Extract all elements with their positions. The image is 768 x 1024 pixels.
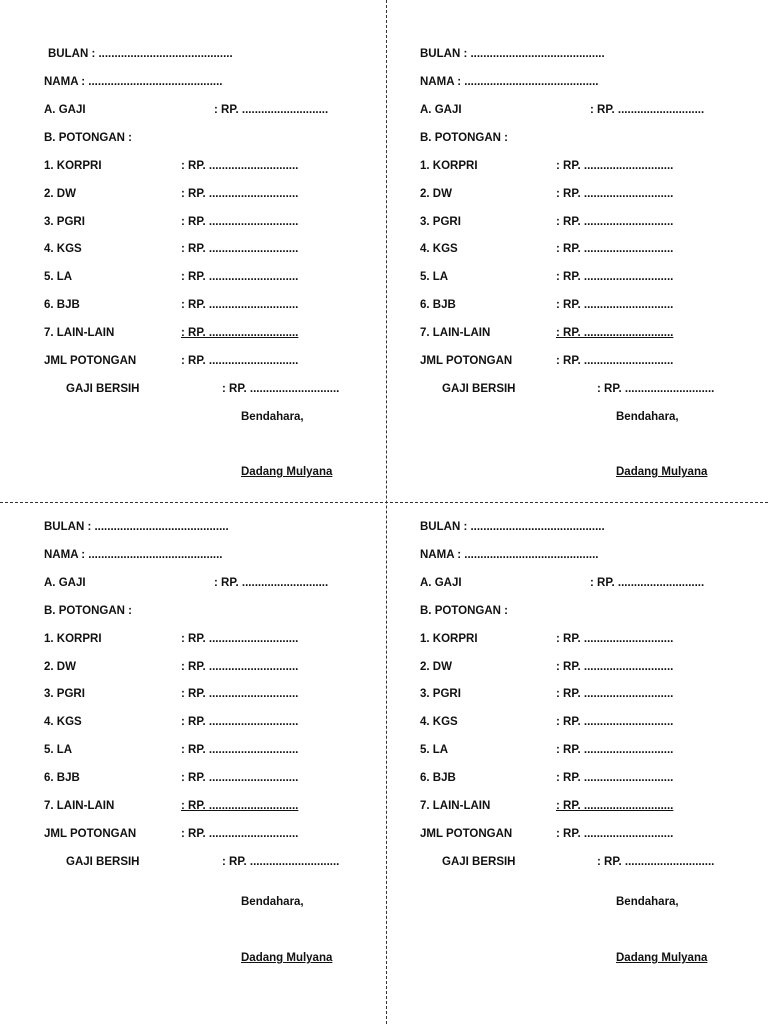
item-label-kgs: 4. KGS <box>44 243 82 255</box>
item-value-lain-lain: : RP. ............................ <box>181 800 299 812</box>
item-label-lain-lain: 7. LAIN-LAIN <box>420 800 491 812</box>
salary-slip <box>0 505 375 995</box>
item-value-bjb: : RP. ............................ <box>556 772 674 784</box>
salary-slip <box>0 0 375 490</box>
item-label-bjb: 6. BJB <box>44 299 80 311</box>
bendahara-label: Bendahara, <box>241 411 304 423</box>
item-label-dw: 2. DW <box>44 188 76 200</box>
item-value-la: : RP. ............................ <box>556 744 674 756</box>
item-value-korpri: : RP. ............................ <box>181 633 299 645</box>
gaji-label: A. GAJI <box>420 104 462 116</box>
item-value-korpri: : RP. ............................ <box>556 633 674 645</box>
jml-potongan-value: : RP. ............................ <box>181 828 299 840</box>
jml-potongan-value: : RP. ............................ <box>556 828 674 840</box>
item-label-korpri: 1. KORPRI <box>420 633 478 645</box>
signer-name: Dadang Mulyana <box>616 466 708 478</box>
gaji-bersih-value: : RP. ............................ <box>597 383 715 395</box>
item-value-pgri: : RP. ............................ <box>181 216 299 228</box>
item-value-la: : RP. ............................ <box>556 271 674 283</box>
bendahara-label: Bendahara, <box>616 896 679 908</box>
item-label-la: 5. LA <box>420 271 449 283</box>
jml-potongan-label: JML POTONGAN <box>44 828 137 840</box>
item-value-bjb: : RP. ............................ <box>181 772 299 784</box>
gaji-label: A. GAJI <box>44 577 86 589</box>
item-value-pgri: : RP. ............................ <box>556 216 674 228</box>
salary-slip <box>388 505 763 995</box>
item-label-la: 5. LA <box>44 744 73 756</box>
item-label-lain-lain: 7. LAIN-LAIN <box>420 327 491 339</box>
item-label-pgri: 3. PGRI <box>44 688 85 700</box>
gaji-bersih-label: GAJI BERSIH <box>66 856 140 868</box>
item-value-kgs: : RP. ............................ <box>556 243 674 255</box>
item-value-lain-lain: : RP. ............................ <box>556 327 674 339</box>
gaji-bersih-label: GAJI BERSIH <box>442 383 516 395</box>
item-label-dw: 2. DW <box>44 661 76 673</box>
gaji-bersih-value: : RP. ............................ <box>597 856 715 868</box>
item-label-la: 5. LA <box>420 744 449 756</box>
item-value-dw: : RP. ............................ <box>556 661 674 673</box>
potongan-heading: B. POTONGAN : <box>420 132 508 144</box>
bulan-field: BULAN : .......................................... <box>44 521 229 533</box>
nama-field: NAMA : .......................................... <box>44 76 223 88</box>
bendahara-label: Bendahara, <box>241 896 304 908</box>
item-label-korpri: 1. KORPRI <box>44 160 102 172</box>
item-label-lain-lain: 7. LAIN-LAIN <box>44 327 115 339</box>
jml-potongan-value: : RP. ............................ <box>181 355 299 367</box>
item-value-bjb: : RP. ............................ <box>556 299 674 311</box>
gaji-bersih-value: : RP. ............................ <box>222 856 340 868</box>
item-value-pgri: : RP. ............................ <box>556 688 674 700</box>
jml-potongan-label: JML POTONGAN <box>420 355 513 367</box>
signer-name: Dadang Mulyana <box>616 952 708 964</box>
item-label-pgri: 3. PGRI <box>44 216 85 228</box>
gaji-value: : RP. ........................... <box>214 104 329 116</box>
nama-field: NAMA : .......................................... <box>44 549 223 561</box>
gaji-bersih-label: GAJI BERSIH <box>66 383 140 395</box>
bulan-field: BULAN : .......................................... <box>420 521 605 533</box>
item-label-lain-lain: 7. LAIN-LAIN <box>44 800 115 812</box>
item-value-dw: : RP. ............................ <box>556 188 674 200</box>
item-value-kgs: : RP. ............................ <box>181 243 299 255</box>
item-label-kgs: 4. KGS <box>420 243 458 255</box>
item-label-bjb: 6. BJB <box>420 772 456 784</box>
signer-name: Dadang Mulyana <box>241 952 333 964</box>
item-value-lain-lain: : RP. ............................ <box>181 327 299 339</box>
jml-potongan-value: : RP. ............................ <box>556 355 674 367</box>
item-value-korpri: : RP. ............................ <box>556 160 674 172</box>
item-label-kgs: 4. KGS <box>44 716 82 728</box>
gaji-label: A. GAJI <box>44 104 86 116</box>
item-value-la: : RP. ............................ <box>181 744 299 756</box>
salary-slip <box>388 0 763 490</box>
item-value-bjb: : RP. ............................ <box>181 299 299 311</box>
bendahara-label: Bendahara, <box>616 411 679 423</box>
potongan-heading: B. POTONGAN : <box>44 132 132 144</box>
vertical-cut-line <box>386 0 387 1024</box>
item-label-bjb: 6. BJB <box>420 299 456 311</box>
item-value-korpri: : RP. ............................ <box>181 160 299 172</box>
bulan-field: BULAN : .......................................... <box>48 48 233 60</box>
item-label-pgri: 3. PGRI <box>420 688 461 700</box>
gaji-bersih-value: : RP. ............................ <box>222 383 340 395</box>
potongan-heading: B. POTONGAN : <box>420 605 508 617</box>
nama-field: NAMA : .......................................... <box>420 549 599 561</box>
item-label-korpri: 1. KORPRI <box>44 633 102 645</box>
potongan-heading: B. POTONGAN : <box>44 605 132 617</box>
item-label-kgs: 4. KGS <box>420 716 458 728</box>
jml-potongan-label: JML POTONGAN <box>44 355 137 367</box>
item-label-bjb: 6. BJB <box>44 772 80 784</box>
horizontal-cut-line <box>0 502 768 503</box>
item-value-lain-lain: : RP. ............................ <box>556 800 674 812</box>
item-value-pgri: : RP. ............................ <box>181 688 299 700</box>
item-label-korpri: 1. KORPRI <box>420 160 478 172</box>
item-label-dw: 2. DW <box>420 661 452 673</box>
jml-potongan-label: JML POTONGAN <box>420 828 513 840</box>
bulan-field: BULAN : .......................................... <box>420 48 605 60</box>
gaji-value: : RP. ........................... <box>590 577 705 589</box>
gaji-label: A. GAJI <box>420 577 462 589</box>
gaji-value: : RP. ........................... <box>590 104 705 116</box>
item-value-kgs: : RP. ............................ <box>181 716 299 728</box>
signer-name: Dadang Mulyana <box>241 466 333 478</box>
item-value-dw: : RP. ............................ <box>181 188 299 200</box>
gaji-value: : RP. ........................... <box>214 577 329 589</box>
item-value-la: : RP. ............................ <box>181 271 299 283</box>
gaji-bersih-label: GAJI BERSIH <box>442 856 516 868</box>
item-label-pgri: 3. PGRI <box>420 216 461 228</box>
nama-field: NAMA : .......................................... <box>420 76 599 88</box>
item-value-kgs: : RP. ............................ <box>556 716 674 728</box>
item-value-dw: : RP. ............................ <box>181 661 299 673</box>
item-label-dw: 2. DW <box>420 188 452 200</box>
item-label-la: 5. LA <box>44 271 73 283</box>
